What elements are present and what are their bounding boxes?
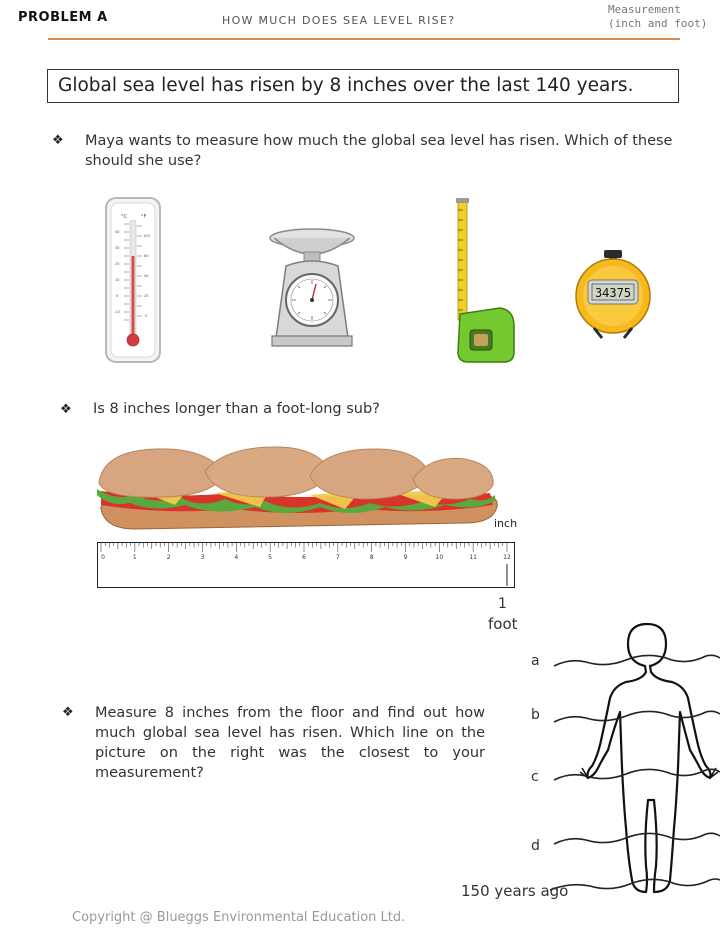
ruler-number: 3: [200, 554, 205, 561]
svg-text:40: 40: [144, 274, 149, 278]
svg-text:40: 40: [115, 230, 120, 234]
thermometer-icon: [104, 196, 162, 364]
line-d: [554, 833, 720, 844]
ruler-number: 8: [369, 554, 374, 561]
human-figure: [550, 618, 720, 908]
ruler-number: 11: [469, 554, 477, 561]
svg-text:80: 80: [144, 254, 149, 258]
ruler-number: 0: [101, 554, 105, 561]
line-a: [554, 655, 720, 666]
stopwatch-icon: [572, 248, 654, 340]
bullet-icon: ❖: [60, 402, 72, 417]
line-label-b: b: [531, 707, 540, 723]
tape-measure-icon: [450, 196, 520, 364]
ruler-number: 6: [302, 554, 306, 561]
svg-text:0: 0: [145, 314, 148, 318]
ruler-number: 1: [132, 554, 137, 561]
ruler-number: 4: [234, 554, 239, 561]
svg-text:°F: °F: [141, 214, 147, 220]
ruler-number: 9: [403, 554, 408, 561]
question-3: Measure 8 inches from the floor and find out how much global sea level has risen. Which line on the picture on the right was the closest to your measurement?: [95, 705, 485, 781]
ruler-number: 5: [268, 554, 273, 561]
question-1-line-1: Maya wants to measure how much the global sea level has risen. Which of these: [85, 133, 673, 149]
sub-sandwich-image: [95, 443, 500, 531]
question-2: Is 8 inches longer than a foot-long sub?: [93, 401, 380, 417]
line-b: [554, 711, 720, 722]
foot-label: foot: [488, 615, 518, 633]
ruler-number: 7: [335, 554, 340, 561]
line-label-c: c: [531, 769, 539, 785]
bullet-icon: ❖: [52, 133, 64, 148]
line-c: [554, 769, 720, 780]
ruler-unit-label: inch: [494, 517, 518, 530]
headline-box: Global sea level has risen by 8 inches over the last 140 years.: [47, 69, 679, 103]
topic-label: [608, 3, 707, 31]
svg-text:100: 100: [143, 234, 150, 238]
scale-icon: [264, 226, 356, 354]
question-1-line-2: should she use?: [85, 153, 202, 169]
line-label-a: a: [531, 653, 540, 669]
header-rule: [48, 38, 680, 40]
stopwatch-display: 34375: [594, 286, 632, 300]
line-label-d: d: [531, 838, 540, 854]
ruler-number: 12: [503, 554, 511, 561]
svg-text:0: 0: [116, 294, 119, 298]
page-title: HOW MUCH DOES SEA LEVEL RISE?: [222, 14, 456, 27]
svg-text:-10: -10: [114, 310, 120, 314]
topic-line-2: (inch and foot): [608, 17, 708, 30]
svg-text:°C: °C: [121, 214, 127, 220]
ruler: [97, 542, 515, 588]
foot-number: 1: [498, 596, 507, 612]
svg-text:30: 30: [115, 246, 120, 250]
svg-text:10: 10: [115, 278, 120, 282]
question-1: [85, 131, 685, 171]
problem-label: PROBLEM A: [18, 10, 108, 25]
topic-line-1: Measurement: [608, 3, 681, 16]
copyright: Copyright @ Blueggs Environmental Education Ltd.: [72, 910, 406, 925]
ruler-number: 10: [435, 554, 444, 561]
baseline-label: 150 years ago: [461, 882, 569, 900]
svg-text:20: 20: [144, 294, 149, 298]
ruler-number: 2: [166, 554, 171, 561]
bullet-icon: ❖: [62, 705, 74, 720]
svg-text:20: 20: [115, 262, 120, 266]
